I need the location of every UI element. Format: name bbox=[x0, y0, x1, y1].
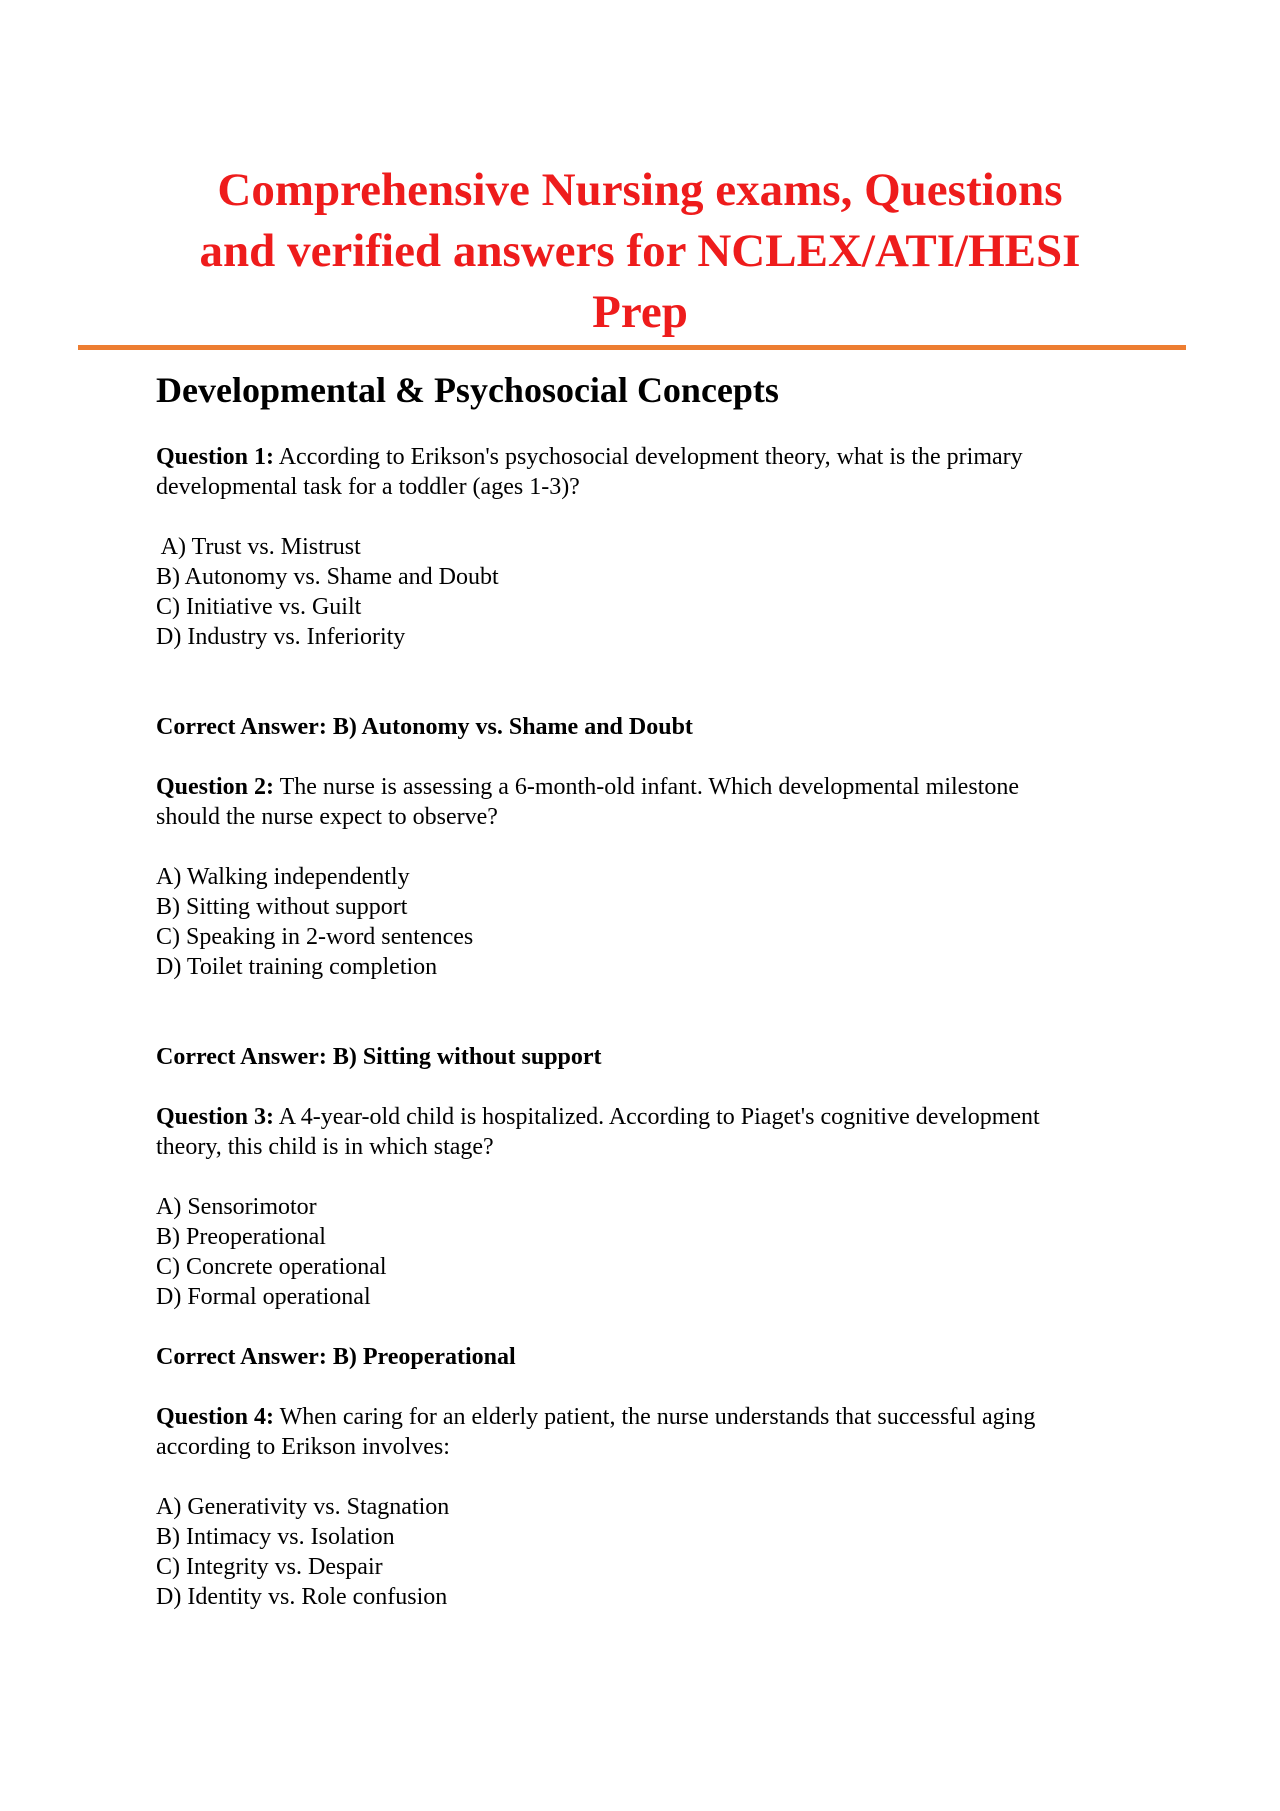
question-4-line-2: according to Erikson involves: bbox=[156, 1434, 450, 1460]
question-2-option-a: A) Walking independently bbox=[156, 864, 410, 890]
question-1-label: Question 1: bbox=[156, 444, 275, 470]
question-2-option-c: C) Speaking in 2-word sentences bbox=[156, 924, 474, 950]
question-2-option-d: D) Toilet training completion bbox=[156, 954, 438, 980]
question-3-option-d: D) Formal operational bbox=[156, 1284, 371, 1310]
question-3-text: A 4-year-old child is hospitalized. According to Piaget's cognitive development bbox=[278, 1104, 1040, 1130]
question-3-label: Question 3: bbox=[156, 1104, 275, 1130]
question-4-text: When caring for an elderly patient, the nurse understands that successful aging bbox=[279, 1404, 1036, 1430]
question-2-option-b: B) Sitting without support bbox=[156, 894, 408, 920]
question-1-option-d: D) Industry vs. Inferiority bbox=[156, 624, 406, 650]
question-3-line-2: theory, this child is in which stage? bbox=[156, 1134, 494, 1160]
question-4-option-d: D) Identity vs. Role confusion bbox=[156, 1584, 448, 1610]
section-heading: Developmental & Psychosocial Concepts bbox=[156, 370, 779, 410]
question-4-option-c: C) Integrity vs. Despair bbox=[156, 1554, 383, 1580]
question-1-option-a: A) Trust vs. Mistrust bbox=[156, 534, 361, 560]
question-2-answer: Correct Answer: B) Sitting without support bbox=[156, 1044, 602, 1070]
question-1-text: According to Erikson's psychosocial development theory, what is the primary bbox=[278, 444, 1023, 470]
question-2-line-1 bbox=[156, 772, 1019, 802]
question-3-option-c: C) Concrete operational bbox=[156, 1254, 387, 1280]
title-divider bbox=[78, 345, 1186, 350]
question-3-line-1 bbox=[156, 1102, 1040, 1132]
question-2-text: The nurse is assessing a 6-month-old infant. Which developmental milestone bbox=[279, 774, 1019, 800]
question-1-option-c: C) Initiative vs. Guilt bbox=[156, 594, 362, 620]
title-line-2: and verified answers for NCLEX/ATI/HESI bbox=[199, 225, 1081, 277]
question-1-line-2: developmental task for a toddler (ages 1-3)? bbox=[156, 474, 580, 500]
document-title bbox=[80, 160, 1200, 343]
question-4-option-b: B) Intimacy vs. Isolation bbox=[156, 1524, 395, 1550]
question-1-option-b: B) Autonomy vs. Shame and Doubt bbox=[156, 564, 499, 590]
question-4-label: Question 4: bbox=[156, 1404, 275, 1430]
question-4-option-a: A) Generativity vs. Stagnation bbox=[156, 1494, 450, 1520]
question-3-option-a: A) Sensorimotor bbox=[156, 1194, 317, 1220]
question-3-answer: Correct Answer: B) Preoperational bbox=[156, 1344, 516, 1370]
question-2-line-2: should the nurse expect to observe? bbox=[156, 804, 498, 830]
title-line-1: Comprehensive Nursing exams, Questions bbox=[217, 164, 1063, 216]
question-4-line-1 bbox=[156, 1402, 1035, 1432]
title-line-3: Prep bbox=[592, 286, 688, 338]
question-3-option-b: B) Preoperational bbox=[156, 1224, 326, 1250]
question-1-line-1 bbox=[156, 442, 1023, 472]
question-1-answer: Correct Answer: B) Autonomy vs. Shame and Doubt bbox=[156, 714, 693, 740]
question-2-label: Question 2: bbox=[156, 774, 275, 800]
